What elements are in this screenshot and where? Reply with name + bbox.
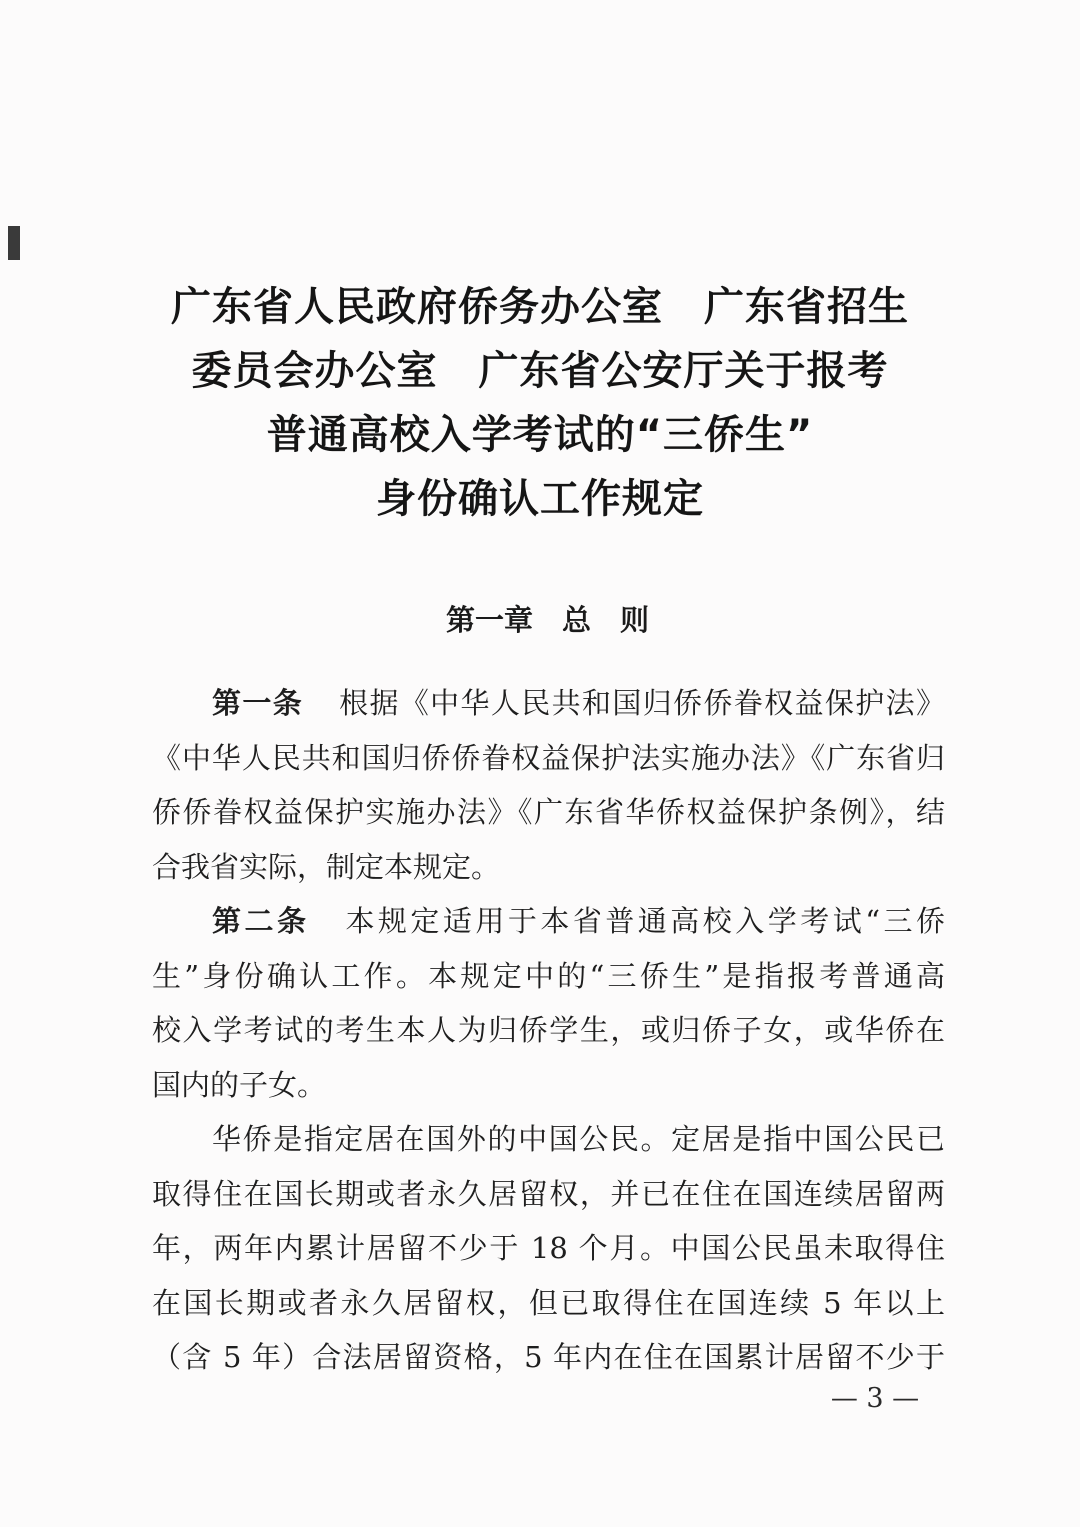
article-2-line: 校入学考试的考生本人为归侨学生，或归侨子女，或华侨在 xyxy=(152,1013,945,1047)
article-2-line: 生”身份确认工作。本规定中的“三侨生”是指报考普通高 xyxy=(152,958,945,993)
paragraph-3-line: 年，两年内累计居留不少于 18 个月。中国公民虽未取得住 xyxy=(152,1231,945,1265)
article-2-line: 国内的子女。 xyxy=(152,1067,327,1102)
page-number: — 3 — xyxy=(830,1383,920,1414)
paragraph-3-line: 华侨是指定居在国外的中国公民。定居是指中国公民已 xyxy=(212,1122,945,1156)
binding-mark xyxy=(8,226,20,260)
paragraph-3-line: （含 5 年）合法居留资格，5 年内在住在国累计居留不少于 xyxy=(152,1340,945,1374)
article-1-line: 合我省实际，制定本规定。 xyxy=(152,849,501,884)
title-line: 广东省人民政府侨务办公室 广东省招生 xyxy=(171,284,909,330)
title-line: 普通高校入学考试的“三侨生” xyxy=(266,412,814,458)
article-2-text: 本规定适用于本省普通高校入学考试“三侨 xyxy=(345,904,945,938)
title-line: 委员会办公室 广东省公安厅关于报考 xyxy=(191,348,889,394)
paragraph-3-line: 在国长期或者永久居留权，但已取得住在国连续 5 年以上 xyxy=(152,1285,945,1320)
chapter-heading: 第一章 总 则 xyxy=(445,603,649,637)
article-1-line xyxy=(152,676,945,731)
article-1-label: 第一条 xyxy=(212,686,304,720)
article-1-line: 《中华人民共和国归侨侨眷权益保护法实施办法》《广东省归 xyxy=(152,740,945,775)
title-line: 身份确认工作规定 xyxy=(376,476,704,522)
article-2-label: 第二条 xyxy=(212,904,310,938)
article-2-line xyxy=(152,894,945,949)
article-1-text: 根据《中华人民共和国归侨侨眷权益保护法》 xyxy=(339,686,945,720)
article-1-line: 侨侨眷权益保护实施办法》《广东省华侨权益保护条例》，结 xyxy=(152,795,945,829)
paragraph-3-line: 取得住在国长期或者永久居留权，并已在住在国连续居留两 xyxy=(152,1176,945,1211)
document-body xyxy=(152,676,945,1385)
document-title xyxy=(0,275,1080,531)
